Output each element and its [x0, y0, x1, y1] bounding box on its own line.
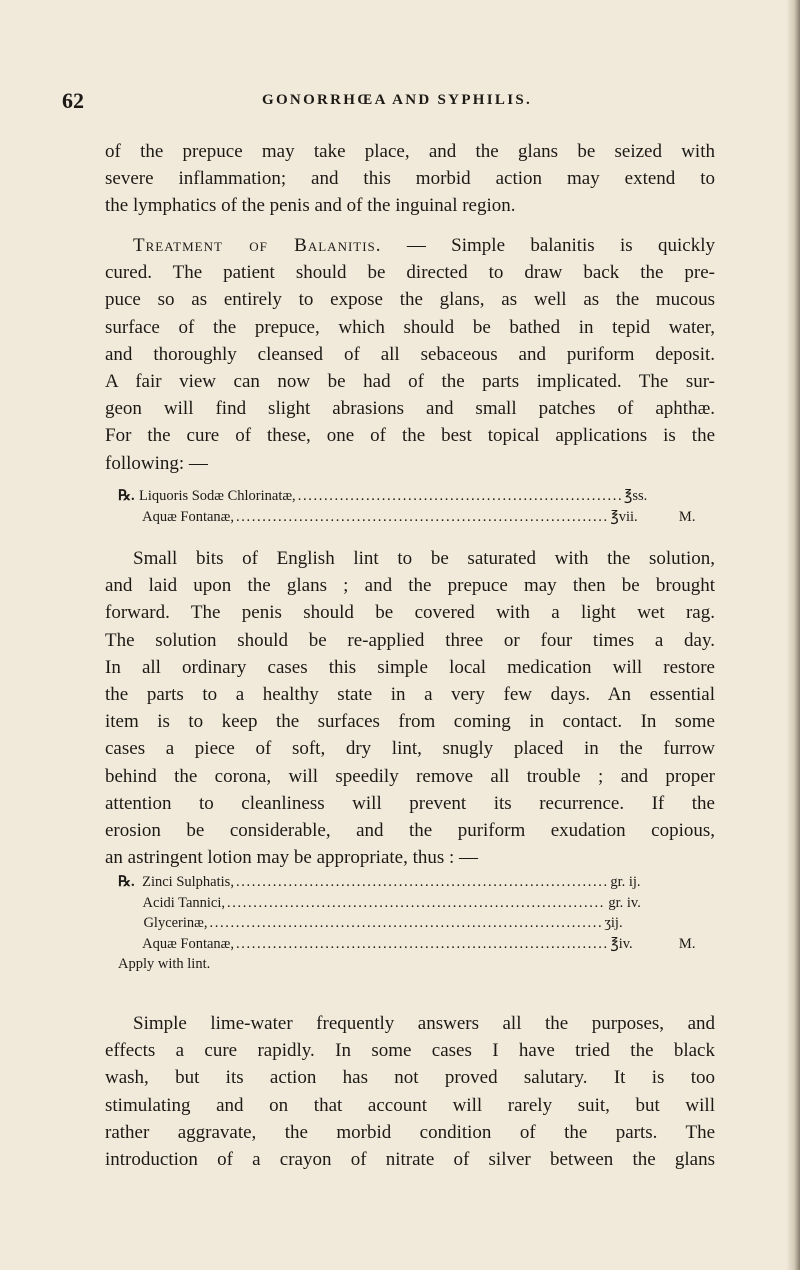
paragraph-treatment [105, 232, 715, 477]
ingredient-quantity: gr. iv. [608, 894, 641, 911]
text-line: geon will find slight abrasions and small patches of aphthæ. [105, 398, 715, 420]
text-line: A fair view can now be had of the parts implicated. The sur- [105, 371, 715, 393]
running-title: GONORRHŒA AND SYPHILIS. [262, 92, 533, 108]
text-line: cured. The patient should be directed to draw back the pre- [105, 262, 715, 284]
leader-dots [227, 893, 606, 914]
direction-text: Apply with lint. [118, 956, 211, 972]
page-header [62, 88, 740, 116]
paragraph-3 [105, 545, 715, 871]
prescription-row [118, 507, 716, 528]
prescription-row [118, 872, 716, 893]
ingredient-quantity: ℥vii. [610, 508, 638, 525]
ingredient-name: Glycerinæ, [143, 915, 208, 931]
text-line: stimulating and on that account will rarely suit, but will [105, 1094, 715, 1116]
text-line: and thoroughly cleansed of all sebaceous and puriform deposit. [105, 343, 715, 365]
ingredient-quantity: ʒij. [604, 915, 623, 931]
prescription-1 [118, 486, 716, 527]
text-line: For the cure of these, one of the best topical applications is the [105, 425, 715, 447]
text-line [105, 232, 715, 259]
misce-mark: M. [678, 935, 696, 952]
ingredient-name: Liquoris Sodæ Chlorinatæ, [138, 488, 296, 504]
misce-mark: M. [678, 508, 696, 525]
leader-dots [236, 872, 608, 893]
recipe-symbol: ℞. [118, 874, 135, 890]
text-line: wash, but its action has not proved salutary. It is too [105, 1067, 715, 1089]
text-line: rather aggravate, the morbid condition of the parts. The [105, 1121, 715, 1143]
section-heading: Treatment of Balanitis. [133, 235, 382, 256]
text-line: Simple lime-water frequently answers all the purposes, and [133, 1013, 715, 1034]
text-line: cases a piece of soft, dry lint, snugly placed in the furrow [105, 738, 715, 760]
prescription-row [118, 934, 716, 955]
prescription-row [118, 893, 716, 914]
recipe-symbol: ℞. [118, 488, 135, 504]
text-line: behind the corona, will speedily remove all trouble ; and proper [105, 765, 715, 787]
text-line: item is to keep the surfaces from coming in contact. In some [105, 711, 715, 733]
paragraph-4 [105, 1010, 715, 1173]
leader-dots [298, 486, 622, 507]
prescription-direction [118, 954, 716, 975]
leader-dots [209, 913, 602, 934]
leader-dots [236, 934, 608, 955]
ingredient-quantity: ℥iv. [610, 935, 633, 952]
prescription-2 [118, 872, 716, 975]
text-run: — Simple balanitis is quickly [381, 235, 715, 256]
page-edge-shadow [786, 0, 800, 1270]
leader-dots [236, 507, 608, 528]
ingredient-name: Aquæ Fontanæ, [142, 508, 234, 525]
text-line: erosion be considerable, and the puriform exudation copious, [105, 820, 715, 842]
text-line: Small bits of English lint to be saturated with the solution, [133, 548, 715, 569]
text-line: an astringent lotion may be appropriate, thus : — [105, 847, 479, 869]
text-line: puce so as entirely to expose the glans, as well as the mucous [105, 289, 715, 311]
page-number: 62 [62, 88, 84, 113]
text-line: following: — [105, 452, 208, 474]
text-line: forward. The penis should be covered with a light wet rag. [105, 602, 715, 624]
text-line: and laid upon the glans ; and the prepuce may then be brought [105, 575, 715, 597]
text-line: severe inflammation; and this morbid action may extend to [105, 168, 715, 190]
ingredient-name: Zinci Sulphatis, [142, 874, 234, 890]
ingredient-quantity: gr. ij. [610, 874, 641, 890]
text-line: In all ordinary cases this simple local medication will restore [105, 656, 715, 678]
text-line: of the prepuce may take place, and the glans be seized with [105, 141, 715, 162]
text-line: attention to cleanliness will prevent its recurrence. If the [105, 792, 715, 814]
text-line: effects a cure rapidly. In some cases I have tried the black [105, 1040, 715, 1062]
text-line: introduction of a crayon of nitrate of silver between the glans [105, 1149, 715, 1171]
ingredient-quantity: ℥ss. [623, 488, 648, 504]
text-line: surface of the prepuce, which should be bathed in tepid water, [105, 316, 715, 338]
text-line: The solution should be re-applied three or four times a day. [105, 629, 715, 651]
text-line: the lymphatics of the penis and of the inguinal region. [105, 195, 516, 217]
ingredient-name: Aquæ Fontanæ, [142, 935, 234, 952]
prescription-row [118, 913, 716, 934]
text-line: the parts to a healthy state in a very few days. An essential [105, 684, 715, 706]
prescription-row [118, 486, 716, 507]
paragraph-1 [105, 138, 715, 220]
ingredient-name: Acidi Tannici, [142, 894, 226, 911]
